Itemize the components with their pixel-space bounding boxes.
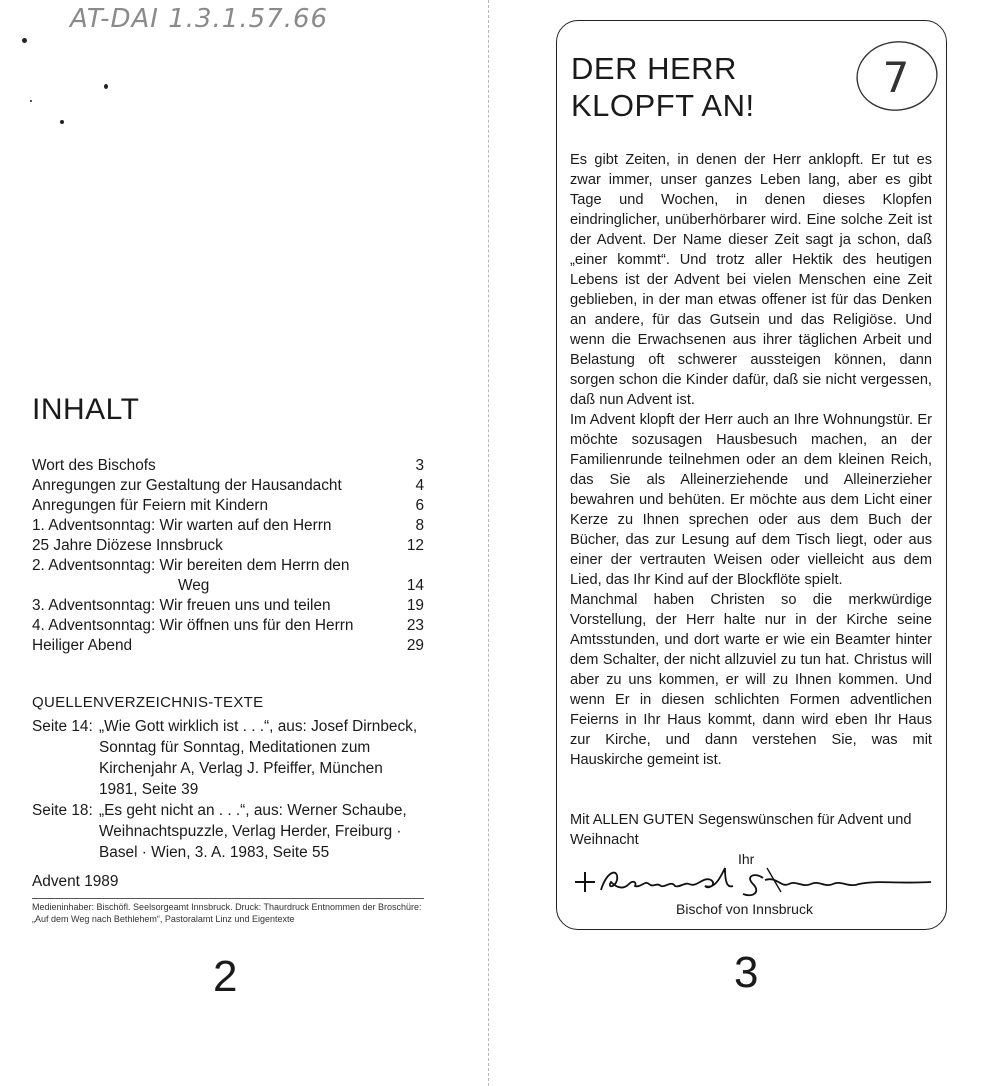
article-paragraph: Es gibt Zeiten, in denen der Herr anklopft. Er tut es zwar immer, unser ganzes Leben lang, aber es gibt Tage und Wochen, in denen dieses Klopfen eindringlicher, unüberhörbarer wird. Eine solche Zeit ist der Advent. Der Name dieser Zeit sagt ja schon, daß „einer kommt“. Und trotz aller Hektik des heutigen Lebens ist der Advent bei vielen Menschen eine Zeit geblieben, in der man etwas offener ist für das Denken an andere, für das Gutsein und das Religiöse. Und wenn die Erwachsenen aus ihrer täglichen Arbeit und Belastung oft schwerer aussteigen können, dann sorgen schon die Kinder dafür, daß sie nicht vergessen, daß nun Advent ist.: [570, 152, 932, 408]
scan-speck: [60, 120, 64, 124]
toc-entry-page: 4: [415, 477, 424, 494]
toc-entry-page: 29: [406, 637, 424, 654]
page-fold: [488, 0, 489, 1086]
source-prefix: Seite 14:: [32, 718, 93, 735]
toc-entry-label: [32, 556, 392, 596]
toc-entry: [32, 556, 424, 596]
toc-entry-page: 3: [415, 457, 424, 474]
toc-entry-label: 3. Adventsonntag: Wir freuen uns und teilen: [32, 597, 331, 614]
page-mark-text: 7: [882, 53, 910, 102]
imprint-divider: [32, 898, 424, 899]
source-prefix: Seite 18:: [32, 802, 93, 819]
toc-entry-label: Anregungen zur Gestaltung der Hausandacht: [32, 477, 342, 494]
source-text: „Wie Gott wirklich ist . . .“, aus: Josef Dirnbeck, Sonntag für Sonntag, Meditationen zum Kirchenjahr A, Verlag J. Pfeiffer, München 1981, Seite 39: [99, 718, 418, 798]
toc-entry-label-line: 2. Adventsonntag: Wir bereiten dem Herrn den: [32, 557, 350, 574]
toc-entry-page: 12: [406, 537, 424, 554]
toc-entry-label: 4. Adventsonntag: Wir öffnen uns für den Herrn: [32, 617, 354, 634]
toc-entry-page: 19: [406, 597, 424, 614]
article-paragraph: Manchmal haben Christen so die merkwürdige Vorstellung, der Herr halte nur in der Kirche seine Amtsstunden, und dort warte er wie ein Beamter hinter dem Schalter, der nicht allzuviel zu tun hat. Christus will aber zu uns kommen, er will zu Ihnen kommen. Und wenn Er in diesen schlichten Formen adventlichen Feierns in Ihr Haus kommt, dann wird eben Ihr Haus zur Kirche, und dann verstehen Sie, was mit Hauskirche gemeint ist.: [570, 592, 932, 768]
toc-entry-label: Wort des Bischofs: [32, 457, 156, 474]
sources-title: QUELLENVERZEICHNIS-TEXTE: [32, 694, 264, 711]
toc-title: INHALT: [32, 393, 140, 426]
toc-entry-label: 25 Jahre Diözese Innsbruck: [32, 537, 223, 554]
toc-entry-page: 23: [406, 617, 424, 634]
closing-greeting: Mit ALLEN GUTEN Segenswünschen für Advent und Weihnacht: [570, 812, 912, 848]
toc-entry: [32, 636, 424, 656]
source-entry: [32, 800, 424, 863]
archive-code: AT-DAI 1.3.1.57.66: [70, 4, 329, 34]
signature-image: [567, 858, 937, 900]
toc-entry-page: 6: [415, 497, 424, 514]
signer-role: Bischof von Innsbruck: [676, 901, 813, 917]
article-paragraph: Im Advent klopft der Herr auch an Ihre Wohnungstür. Er möchte sozusagen Hausbesuch machen, an der Familienrunde teilnehmen oder an dem kleinen Reich, das Sie als Alleinerziehende und Alleinerzieher bewahren und behüten. Er möchte aus dem Licht einer Kerze zu Ihnen sprechen oder aus dem Buch der Bücher, das zur Lesung auf dem Tisch liegt, oder aus einer der vertrauten Weisen oder vielleicht aus dem Lied, das Ihr Kind auf der Blockflöte spielt.: [570, 412, 932, 588]
headline-line: DER HERR: [571, 51, 737, 86]
publication-date: Advent 1989: [32, 873, 119, 890]
page-number-left: 2: [213, 952, 238, 1001]
source-entry: [32, 716, 424, 800]
page-number-right: 3: [734, 948, 759, 997]
toc-entry-page: 8: [415, 517, 424, 534]
scan-speck: [30, 100, 32, 102]
table-of-contents: [32, 456, 424, 656]
toc-entry-page: 14: [406, 577, 424, 594]
article-body: [570, 150, 932, 770]
toc-entry: [32, 536, 424, 556]
toc-entry: [32, 496, 424, 516]
scan-speck: [104, 84, 108, 89]
salutation: Ihr: [738, 851, 755, 867]
toc-entry-label: 1. Adventsonntag: Wir warten auf den Herrn: [32, 517, 332, 534]
imprint: Medieninhaber: Bischöfl. Seelsorgeamt Innsbruck. Druck: Thaurdruck Entnommen der Broschüre: „Auf dem Weg nach Bethlehem“, Pastoralamt Linz und Eigentexte: [32, 902, 422, 924]
article-headline: [571, 50, 755, 124]
headline-line: KLOPFT AN!: [571, 88, 755, 123]
toc-entry-label-continuation: Weg: [178, 577, 210, 594]
source-text: „Es geht nicht an . . .“, aus: Werner Schaube, Weihnachtspuzzle, Verlag Herder, Freiburg · Basel · Wien, 3. A. 1983, Seite 55: [99, 802, 407, 861]
handwritten-page-mark: [852, 38, 942, 114]
toc-entry: [32, 596, 424, 616]
toc-entry: [32, 456, 424, 476]
scan-speck: [22, 38, 27, 43]
toc-entry-label: Heiliger Abend: [32, 637, 133, 654]
toc-entry: [32, 476, 424, 496]
toc-entry: [32, 516, 424, 536]
toc-entry-label: Anregungen für Feiern mit Kindern: [32, 497, 269, 514]
toc-entry: [32, 616, 424, 636]
